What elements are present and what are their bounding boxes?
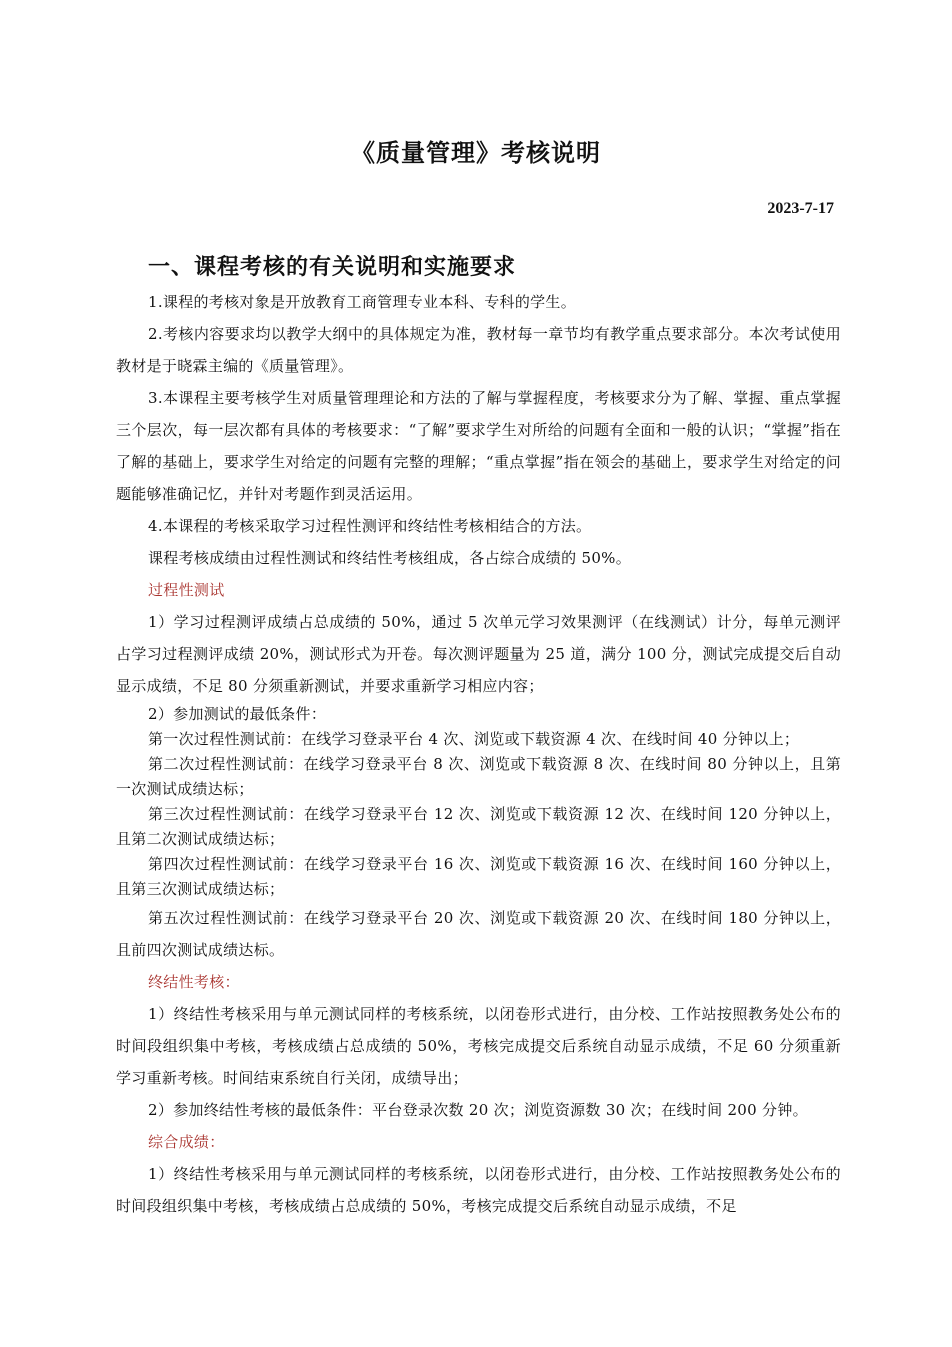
paragraph: 2）参加测试的最低条件：	[148, 705, 327, 723]
section-heading: 一、课程考核的有关说明和实施要求	[148, 255, 517, 280]
paragraph: 1.课程的考核对象是开放教育工商管理专业本科、专科的学生。	[148, 293, 577, 311]
paragraph: 课程考核成绩由过程性测试和终结性考核组成，各占综合成绩的 50%。	[148, 549, 632, 567]
paragraph: 1）终结性考核采用与单元测试同样的考核系统，以闭卷形式进行，由分校、工作站按照教务处公布的时间段组织集中考核，考核成绩占总成绩的 50%，考核完成提交后系统自动显示成绩，不足	[116, 1165, 841, 1215]
paragraph: 3.本课程主要考核学生对质量管理理论和方法的了解与掌握程度，考核要求分为了解、掌握、重点掌握三个层次，每一层次都有具体的考核要求：“了解”要求学生对所给的问题有全面和一般的认识；“掌握”指在了解的基础上，要求学生对给定的问题有完整的理解；“重点掌握”指在领会的基础上，要求学生对给定的问题能够准确记忆，并针对考题作到灵活运用。	[116, 389, 841, 503]
condition-item: 第二次过程性测试前：在线学习登录平台 8 次、浏览或下载资源 8 次、在线时间 80 分钟以上，且第一次测试成绩达标；	[116, 755, 841, 798]
condition-item: 第四次过程性测试前：在线学习登录平台 16 次、浏览或下载资源 16 次、在线时间 160 分钟以上，且第三次测试成绩达标；	[116, 855, 841, 898]
condition-item: 第五次过程性测试前：在线学习登录平台 20 次、浏览或下载资源 20 次、在线时间 180 分钟以上，且前四次测试成绩达标。	[116, 909, 841, 959]
subheading-final-exam: 终结性考核：	[148, 973, 240, 991]
paragraph: 1）终结性考核采用与单元测试同样的考核系统，以闭卷形式进行，由分校、工作站按照教务处公布的时间段组织集中考核，考核成绩占总成绩的 50%，考核完成提交后系统自动显示成绩，不足 60 分须重新学习重新考核。时间结束系统自行关闭，成绩导出；	[116, 1005, 841, 1087]
document-body	[116, 286, 841, 1222]
document-title: 《质量管理》考核说明	[351, 139, 601, 167]
paragraph: 2.考核内容要求均以教学大纲中的具体规定为准，教材每一章节均有教学重点要求部分。本次考试使用教材是于晓霖主编的《质量管理》。	[116, 325, 841, 375]
condition-item: 第三次过程性测试前：在线学习登录平台 12 次、浏览或下载资源 12 次、在线时间 120 分钟以上，且第二次测试成绩达标；	[116, 805, 841, 848]
subheading-process-test: 过程性测试	[148, 581, 225, 599]
subheading-overall-score: 综合成绩：	[148, 1133, 225, 1151]
document-date: 2023-7-17	[767, 200, 834, 217]
paragraph: 2）参加终结性考核的最低条件：平台登录次数 20 次；浏览资源数 30 次；在线时间 200 分钟。	[148, 1101, 808, 1119]
paragraph: 4.本课程的考核采取学习过程性测评和终结性考核相结合的方法。	[148, 517, 592, 535]
condition-item: 第一次过程性测试前：在线学习登录平台 4 次、浏览或下载资源 4 次、在线时间 40 分钟以上；	[148, 730, 800, 748]
paragraph: 1）学习过程测评成绩占总成绩的 50%，通过 5 次单元学习效果测评（在线测试）计分，每单元测评占学习过程测评成绩 20%，测试形式为开卷。每次测评题量为 25 道，满分 100 分，测试完成提交后自动显示成绩，不足 80 分须重新测试，并要求重新学习相应内容；	[116, 613, 841, 695]
